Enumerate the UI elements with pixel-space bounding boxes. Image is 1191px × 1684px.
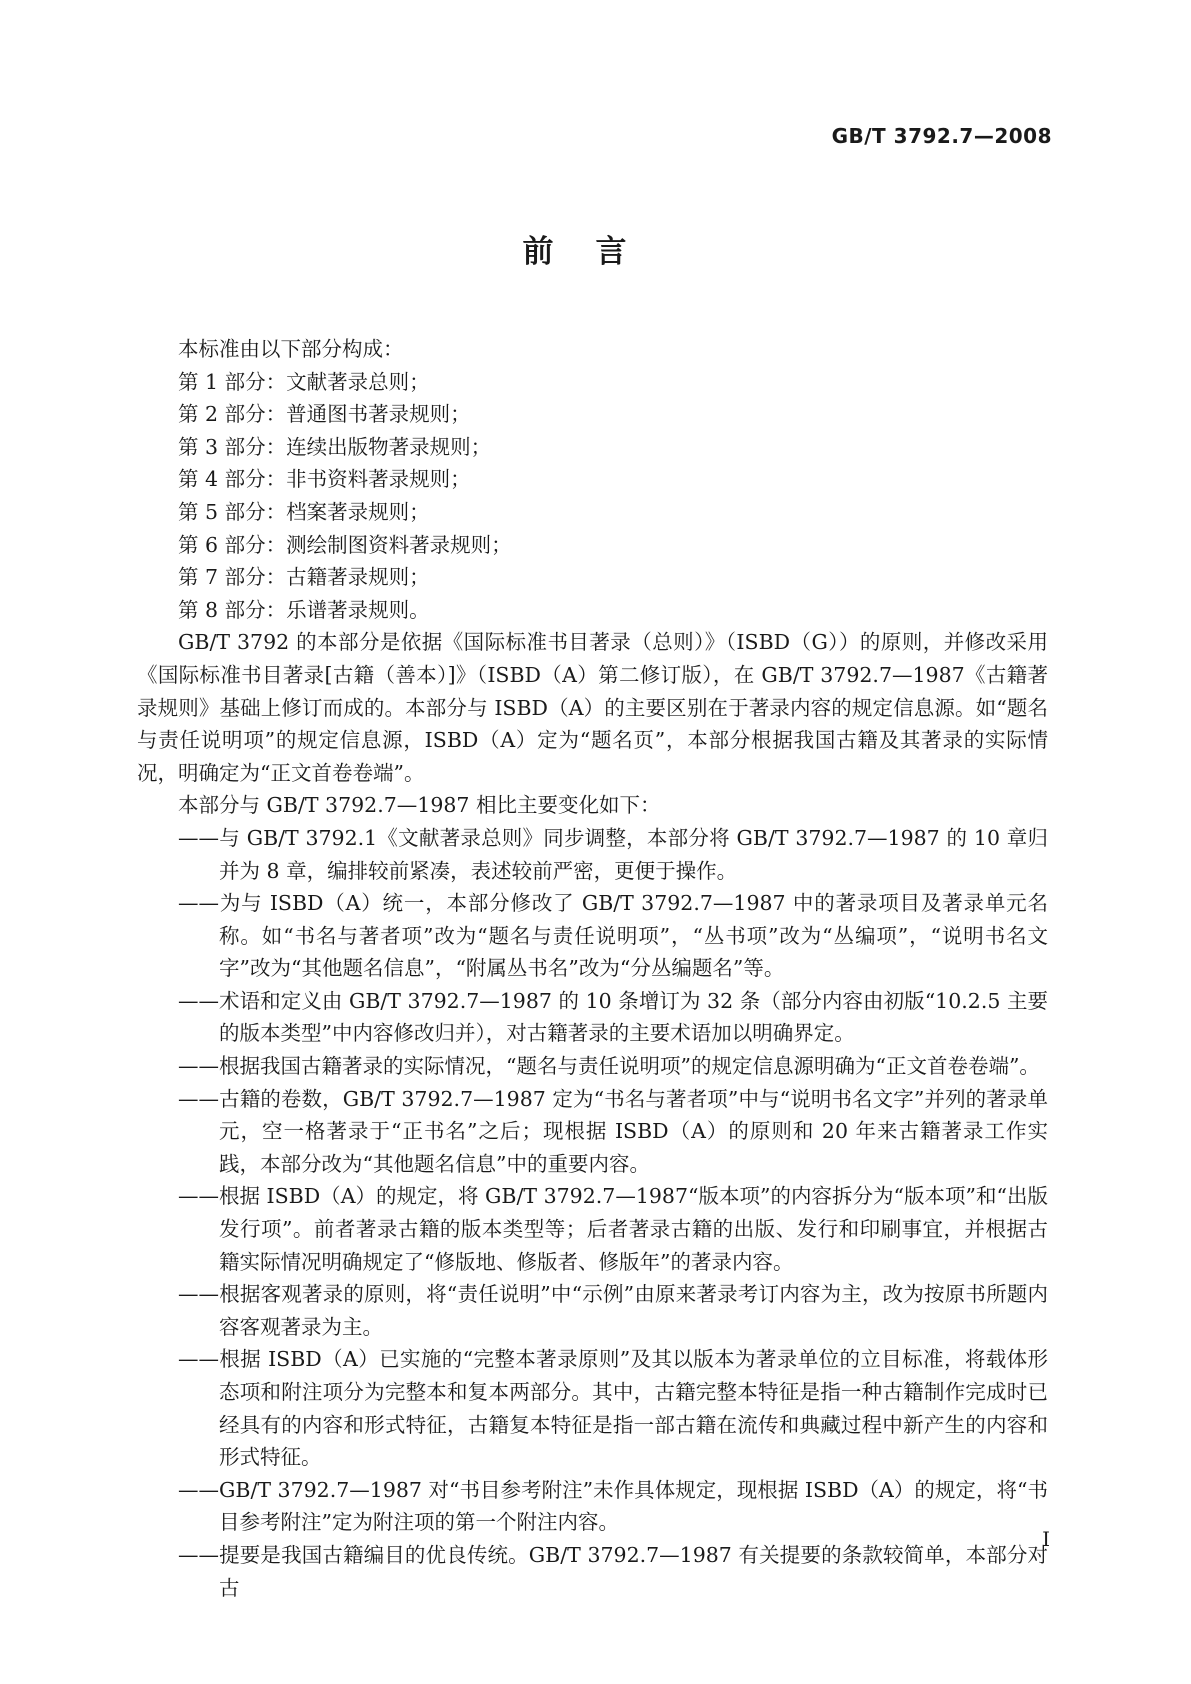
dash-mark: —— bbox=[178, 1184, 219, 1209]
foreword-body bbox=[137, 333, 1048, 1604]
change-item bbox=[178, 1180, 1048, 1278]
change-item bbox=[178, 1474, 1048, 1539]
change-text: 根据客观著录的原则，将“责任说明”中“示例”由原来著录考订内容为主，改为按原书所题内容客观著录为主。 bbox=[219, 1282, 1048, 1339]
change-text: 提要是我国古籍编目的优良传统。GB/T 3792.7—1987 有关提要的条款较简单，本部分对古 bbox=[219, 1542, 1048, 1600]
part-item: 第 2 部分：普通图书著录规则； bbox=[178, 402, 471, 427]
intro-line: 本标准由以下部分构成： bbox=[178, 337, 404, 361]
dash-mark: —— bbox=[178, 1542, 219, 1567]
page-title: 前言 bbox=[522, 234, 669, 270]
dash-mark: —— bbox=[178, 891, 219, 916]
change-text: 古籍的卷数，GB/T 3792.7—1987 定为“书名与著者项”中与“说明书名文字”并列的著录单元，空一格著录于“正书名”之后；现根据 ISBD（A）的原则和 20 年来古籍著录工作实践，本部分改为“其他题名信息”中的重要内容。 bbox=[219, 1086, 1048, 1176]
part-item: 第 8 部分：乐谱著录规则。 bbox=[178, 597, 430, 622]
change-item bbox=[178, 887, 1048, 985]
standard-code: GB/T 3792.7—2008 bbox=[831, 124, 1052, 148]
change-text: 为与 ISBD（A）统一，本部分修改了 GB/T 3792.7—1987 中的著录项目及著录单元名称。如“书名与著者项”改为“题名与责任说明项”，“丛书项”改为“丛编项”，“说明书名文字”改为“其他题名信息”，“附属丛书名”改为“分丛编题名”等。 bbox=[219, 891, 1048, 981]
dash-mark: —— bbox=[178, 1282, 219, 1307]
page-number: I bbox=[1042, 1527, 1050, 1551]
part-item: 第 4 部分：非书资料著录规则； bbox=[178, 467, 471, 492]
change-item bbox=[178, 1050, 1048, 1083]
paragraph-basis: GB/T 3792 的本部分是依据《国际标准书目著录（总则）》（ISBD（G））的原则，并修改采用《国际标准书目著录[古籍（善本）]》（ISBD（A）第二修订版），在 GB/T 3792.7—1987《古籍著录规则》基础上修订而成的。本部分与 ISBD（A）的主要区别在于著录内容的规定信息源。如“题名与责任说明项”的规定信息源，ISBD（A）定为“题名页”，本部分根据我国古籍及其著录的实际情况，明确定为“正文首卷卷端”。 bbox=[137, 630, 1048, 785]
changes-intro: 本部分与 GB/T 3792.7—1987 相比主要变化如下： bbox=[178, 793, 661, 818]
part-item: 第 6 部分：测绘制图资料著录规则； bbox=[178, 532, 512, 557]
part-item: 第 7 部分：古籍著录规则； bbox=[178, 565, 430, 590]
dash-mark: —— bbox=[178, 1054, 219, 1079]
dash-mark: —— bbox=[178, 988, 219, 1013]
dash-mark: —— bbox=[178, 1347, 219, 1372]
dash-mark: —— bbox=[178, 1477, 219, 1502]
change-text: 根据 ISBD（A）已实施的“完整本著录原则”及其以版本为著录单位的立目标准，将载体形态项和附注项分为完整本和复本两部分。其中，古籍完整本特征是指一种古籍制作完成时已经具有的内容和形式特征，古籍复本特征是指一部古籍在流传和典藏过程中新产生的内容和形式特征。 bbox=[219, 1347, 1048, 1470]
part-item: 第 5 部分：档案著录规则； bbox=[178, 499, 430, 524]
change-text: 根据我国古籍著录的实际情况，“题名与责任说明项”的规定信息源明确为“正文首卷卷端”。 bbox=[219, 1054, 1040, 1079]
change-item bbox=[178, 1539, 1048, 1604]
change-item bbox=[178, 822, 1048, 887]
change-item bbox=[178, 1343, 1048, 1473]
change-text: 术语和定义由 GB/T 3792.7—1987 的 10 条增订为 32 条（部分内容由初版“10.2.5 主要的版本类型”中内容修改归并），对古籍著录的主要术语加以明确界定。 bbox=[219, 988, 1048, 1046]
change-text: GB/T 3792.7—1987 对“书目参考附注”未作具体规定，现根据 ISBD（A）的规定，将“书目参考附注”定为附注项的第一个附注内容。 bbox=[219, 1477, 1048, 1535]
dash-mark: —— bbox=[178, 1086, 219, 1111]
change-text: 根据 ISBD（A）的规定，将 GB/T 3792.7—1987“版本项”的内容拆分为“版本项”和“出版发行项”。前者著录古籍的版本类型等；后者著录古籍的出版、发行和印刷事宜，并根据古籍实际情况明确规定了“修版地、修版者、修版年”的著录内容。 bbox=[219, 1184, 1048, 1274]
part-item: 第 1 部分：文献著录总则； bbox=[178, 369, 430, 394]
change-item bbox=[178, 1278, 1048, 1343]
change-item bbox=[178, 1083, 1048, 1181]
dash-mark: —— bbox=[178, 825, 219, 850]
part-item: 第 3 部分：连续出版物著录规则； bbox=[178, 434, 492, 459]
change-text: 与 GB/T 3792.1《文献著录总则》同步调整，本部分将 GB/T 3792.7—1987 的 10 章归并为 8 章，编排较前紧凑，表述较前严密，更便于操作。 bbox=[219, 825, 1048, 883]
change-item bbox=[178, 985, 1048, 1050]
